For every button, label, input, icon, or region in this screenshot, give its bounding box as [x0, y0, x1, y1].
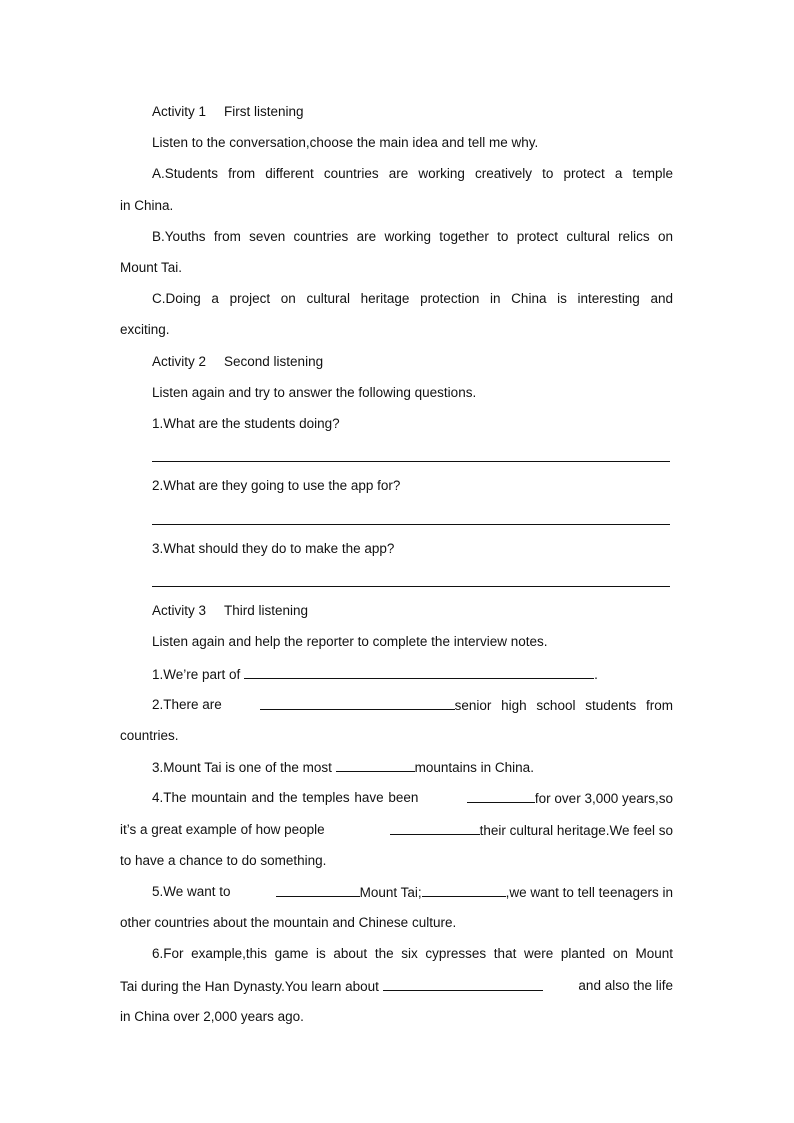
- note-5-text: 5.We want to: [152, 884, 231, 899]
- option-b-line1: [152, 227, 673, 247]
- option-a-line2: in China.: [120, 198, 174, 213]
- question-3: 3.What should they do to make the app?: [152, 541, 395, 556]
- note-1-end: .: [594, 667, 598, 682]
- note-4-line2-text-after: their cultural heritage.We feel so: [479, 823, 673, 838]
- note-2-text: 2.There are: [152, 697, 222, 712]
- activity1-title: First listening: [224, 104, 304, 119]
- option-a-text: A.Students from different countries are working creatively to protect a temple: [152, 166, 673, 181]
- option-c-text: C.Doing a project on cultural heritage protection in China is interesting and: [152, 291, 673, 306]
- note-5-blank-1[interactable]: [276, 882, 360, 897]
- option-a-line1: [152, 164, 673, 184]
- question-1: 1.What are the students doing?: [152, 416, 340, 431]
- note-6-line2-text-after: and also the life: [578, 978, 673, 993]
- activity3-heading: Activity 3: [152, 603, 207, 618]
- note-5-line2: other countries about the mountain and Chinese culture.: [120, 915, 457, 930]
- note-3-text-after: mountains in China.: [414, 760, 534, 775]
- note-6-line2: [120, 976, 673, 997]
- note-1: [152, 664, 598, 685]
- note-5-blank-2[interactable]: [422, 882, 506, 897]
- note-6: [152, 944, 673, 964]
- note-5-text-after: ,we want to tell teenagers in: [505, 885, 673, 900]
- note-4-blank-2[interactable]: [390, 820, 480, 835]
- answer-line-2[interactable]: [152, 524, 670, 525]
- question-2: 2.What are they going to use the app for?: [152, 478, 401, 493]
- note-1-text: 1.We’re part of: [152, 667, 241, 682]
- note-6-line3: in China over 2,000 years ago.: [120, 1009, 304, 1024]
- activity1-instruction: Listen to the conversation,choose the main idea and tell me why.: [152, 135, 539, 150]
- note-5: [152, 882, 673, 903]
- note-3: [152, 757, 534, 778]
- note-4-text: 4.The mountain and the temples have been: [152, 790, 419, 805]
- option-c-line1: [152, 289, 673, 309]
- option-c-line2: exciting.: [120, 322, 170, 337]
- note-6-text: 6.For example,this game is about the six cypresses that were planted on Mount: [152, 946, 673, 961]
- note-4-line3: to have a chance to do something.: [120, 853, 327, 868]
- activity2-heading: Activity 2: [152, 354, 207, 369]
- activity1-heading: Activity 1: [152, 104, 207, 119]
- note-2-text-after: senior high school students from: [454, 698, 673, 713]
- note-3-blank[interactable]: [336, 757, 415, 772]
- activity3-heading-line: [152, 601, 308, 621]
- activity2-heading-line: [152, 352, 323, 372]
- note-2-blank[interactable]: [260, 695, 455, 710]
- activity3-instruction: Listen again and help the reporter to complete the interview notes.: [152, 634, 548, 649]
- option-b-line2: Mount Tai.: [120, 260, 183, 275]
- note-5-text-mid: Mount Tai;: [359, 885, 422, 900]
- note-2-line2: countries.: [120, 728, 179, 743]
- option-b-text: B.Youths from seven countries are working together to protect cultural relics on: [152, 229, 673, 244]
- note-4: [152, 788, 673, 809]
- note-2: [152, 695, 673, 716]
- note-6-line2-text: Tai during the Han Dynasty.You learn about: [120, 979, 379, 994]
- note-4-blank-1[interactable]: [467, 788, 535, 803]
- note-4-text-after: for over 3,000 years,so: [534, 791, 673, 806]
- activity1-heading-line: [152, 102, 304, 122]
- activity2-instruction: Listen again and try to answer the following questions.: [152, 385, 477, 400]
- activity2-title: Second listening: [224, 354, 324, 369]
- note-3-text: 3.Mount Tai is one of the most: [152, 760, 332, 775]
- note-4-line2-text: it’s a great example of how people: [120, 822, 325, 837]
- answer-line-1[interactable]: [152, 461, 670, 462]
- note-1-blank[interactable]: [244, 664, 594, 679]
- activity3-title: Third listening: [224, 603, 309, 618]
- note-6-blank[interactable]: [383, 976, 543, 991]
- note-4-line2: [120, 820, 673, 841]
- answer-line-3[interactable]: [152, 586, 670, 587]
